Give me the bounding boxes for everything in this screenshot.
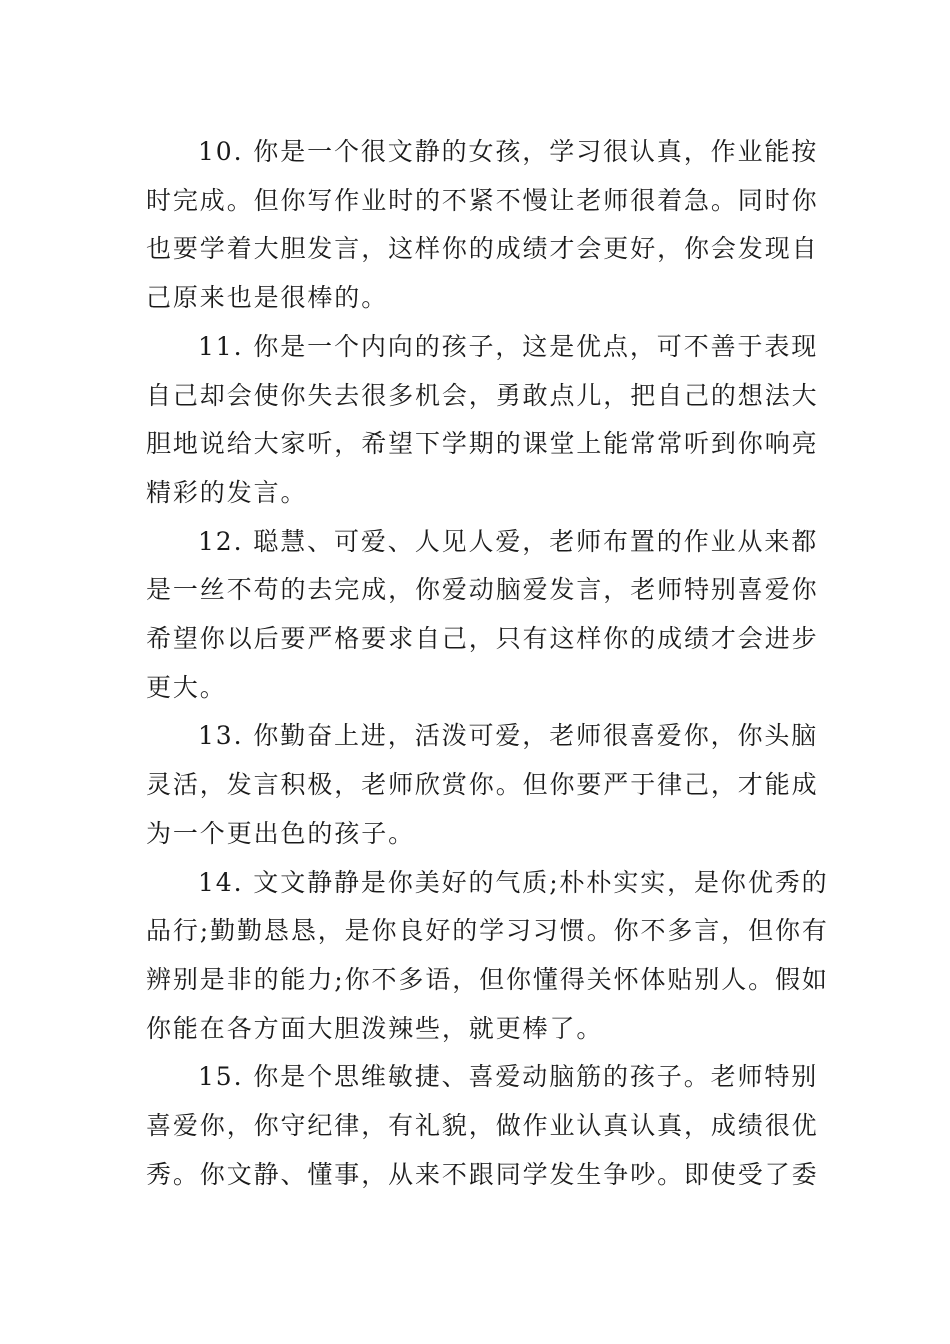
paragraph-line: 14. 文文静静是你美好的气质;朴朴实实，是你优秀的 bbox=[198, 867, 829, 897]
paragraph-line: 你能在各方面大胆泼辣些，就更棒了。 bbox=[146, 1013, 604, 1043]
paragraph-line: 胆地说给大家听，希望下学期的课堂上能常常听到你响亮 bbox=[146, 429, 819, 459]
paragraph-line: 品行;勤勤恳恳，是你良好的学习习惯。你不多言，但你有 bbox=[146, 916, 829, 946]
paragraph-line: 15. 你是个思维敏捷、喜爱动脑筋的孩子。老师特别 bbox=[198, 1062, 819, 1092]
document-body bbox=[146, 128, 829, 1199]
paragraph-line: 是一丝不苟的去完成，你爱动脑爱发言，老师特别喜爱你 bbox=[146, 575, 819, 605]
paragraph-line: 精彩的发言。 bbox=[146, 477, 308, 507]
paragraph-line: 为一个更出色的孩子。 bbox=[146, 818, 416, 848]
paragraph-line: 辨别是非的能力;你不多语，但你懂得关怀体贴别人。假如 bbox=[146, 964, 829, 994]
paragraph-14 bbox=[146, 859, 829, 1054]
paragraph-line: 更大。 bbox=[146, 672, 227, 702]
paragraph-line: 己原来也是很棒的。 bbox=[146, 283, 389, 313]
paragraph-line: 10. 你是一个很文静的女孩，学习很认真，作业能按 bbox=[198, 137, 819, 166]
paragraph-line: 12. 聪慧、可爱、人见人爱，老师布置的作业从来都 bbox=[198, 526, 819, 556]
paragraph-13 bbox=[146, 712, 819, 858]
paragraph-line: 秀。你文静、懂事，从来不跟同学发生争吵。即使受了委 bbox=[146, 1159, 819, 1189]
paragraph-line: 喜爱你，你守纪律，有礼貌，做作业认真认真，成绩很优 bbox=[146, 1111, 819, 1141]
paragraph-line: 11. 你是一个内向的孩子，这是优点，可不善于表现 bbox=[198, 331, 819, 361]
paragraph-line: 灵活，发言积极，老师欣赏你。但你要严于律己，才能成 bbox=[146, 770, 819, 800]
paragraph-line: 13. 你勤奋上进，活泼可爱，老师很喜爱你，你头脑 bbox=[198, 721, 819, 751]
paragraph-12 bbox=[146, 518, 819, 713]
paragraph-15 bbox=[146, 1053, 819, 1199]
paragraph-line: 自己却会使你失去很多机会，勇敢点儿，把自己的想法大 bbox=[146, 380, 819, 410]
paragraph-10 bbox=[146, 128, 819, 323]
paragraph-11 bbox=[146, 323, 819, 518]
paragraph-line: 也要学着大胆发言，这样你的成绩才会更好，你会发现自 bbox=[146, 234, 819, 264]
paragraph-line: 希望你以后要严格要求自己，只有这样你的成绩才会进步 bbox=[146, 624, 819, 654]
paragraph-line: 时完成。但你写作业时的不紧不慢让老师很着急。同时你 bbox=[146, 185, 819, 215]
